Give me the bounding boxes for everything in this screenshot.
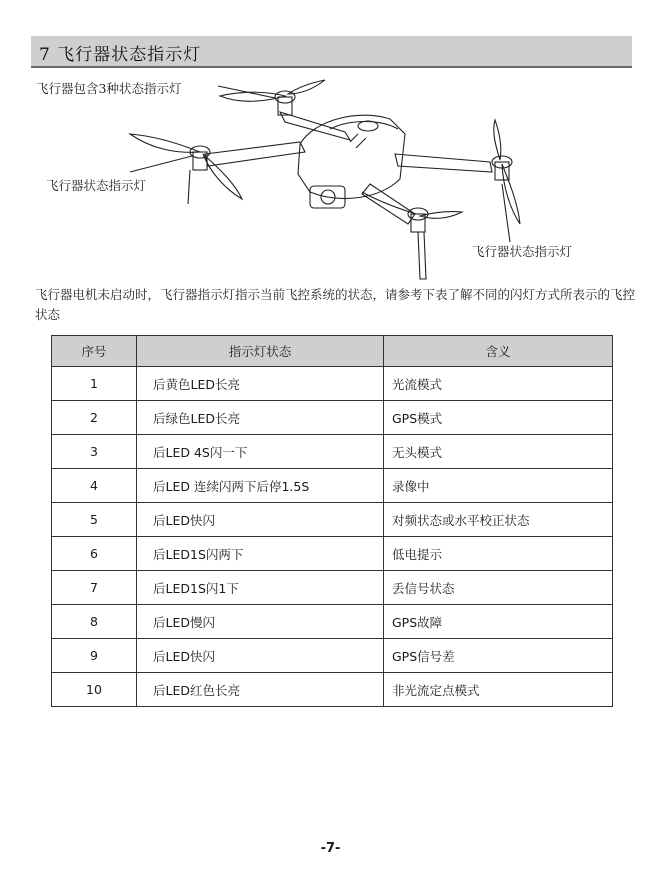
header-meaning: 含义 — [384, 336, 613, 367]
page-number: -7- — [320, 841, 341, 856]
row-indicator: 后绿色LED长亮 — [137, 401, 384, 435]
row-meaning: 无头模式 — [384, 435, 613, 469]
row-meaning: 丢信号状态 — [384, 571, 613, 605]
row-indicator: 后LED 4S闪一下 — [137, 435, 384, 469]
row-meaning: GPS故障 — [384, 605, 613, 639]
table-row — [52, 503, 613, 537]
drone-illustration — [100, 74, 573, 294]
row-meaning: 录像中 — [384, 469, 613, 503]
section-title: 7 飞行器状态指示灯 — [39, 45, 202, 65]
table-row — [52, 469, 613, 503]
intro-paragraph: 飞行器电机未启动时，飞行器指示灯指示当前飞控系统的状态，请参考下表了解不同的闪灯方式所表示的飞控状态 — [35, 287, 636, 322]
row-index: 2 — [52, 401, 137, 435]
section-header — [31, 36, 632, 68]
row-index: 5 — [52, 503, 137, 537]
row-indicator: 后LED1S闪两下 — [137, 537, 384, 571]
row-index: 7 — [52, 571, 137, 605]
row-indicator: 后LED红色长亮 — [137, 673, 384, 707]
row-indicator: 后LED慢闪 — [137, 605, 384, 639]
table-row — [52, 673, 613, 707]
figure-caption: 飞行器包含3种状态指示灯 — [36, 81, 182, 96]
row-meaning: GPS模式 — [384, 401, 613, 435]
row-index: 9 — [52, 639, 137, 673]
table-row — [52, 537, 613, 571]
row-index: 4 — [52, 469, 137, 503]
row-meaning: 非光流定点模式 — [384, 673, 613, 707]
status-table — [51, 335, 613, 707]
figure-label-left: 飞行器状态指示灯 — [46, 178, 147, 193]
header-indicator: 指示灯状态 — [137, 336, 384, 367]
figure-label-right: 飞行器状态指示灯 — [472, 244, 573, 259]
table-header-row — [52, 336, 613, 367]
table-row — [52, 367, 613, 401]
row-index: 6 — [52, 537, 137, 571]
row-meaning: GPS信号差 — [384, 639, 613, 673]
row-indicator: 后LED1S闪1下 — [137, 571, 384, 605]
table-row — [52, 401, 613, 435]
header-index: 序号 — [52, 336, 137, 367]
row-meaning: 低电提示 — [384, 537, 613, 571]
row-indicator: 后LED 连续闪两下后停1.5S — [137, 469, 384, 503]
row-indicator: 后LED快闪 — [137, 503, 384, 537]
row-index: 1 — [52, 367, 137, 401]
row-index: 3 — [52, 435, 137, 469]
table-row — [52, 571, 613, 605]
row-meaning: 光流模式 — [384, 367, 613, 401]
row-index: 10 — [52, 673, 137, 707]
row-meaning: 对频状态或水平校正状态 — [384, 503, 613, 537]
row-index: 8 — [52, 605, 137, 639]
row-indicator: 后黄色LED长亮 — [137, 367, 384, 401]
row-indicator: 后LED快闪 — [137, 639, 384, 673]
table-row — [52, 639, 613, 673]
table-row — [52, 605, 613, 639]
table-row — [52, 435, 613, 469]
